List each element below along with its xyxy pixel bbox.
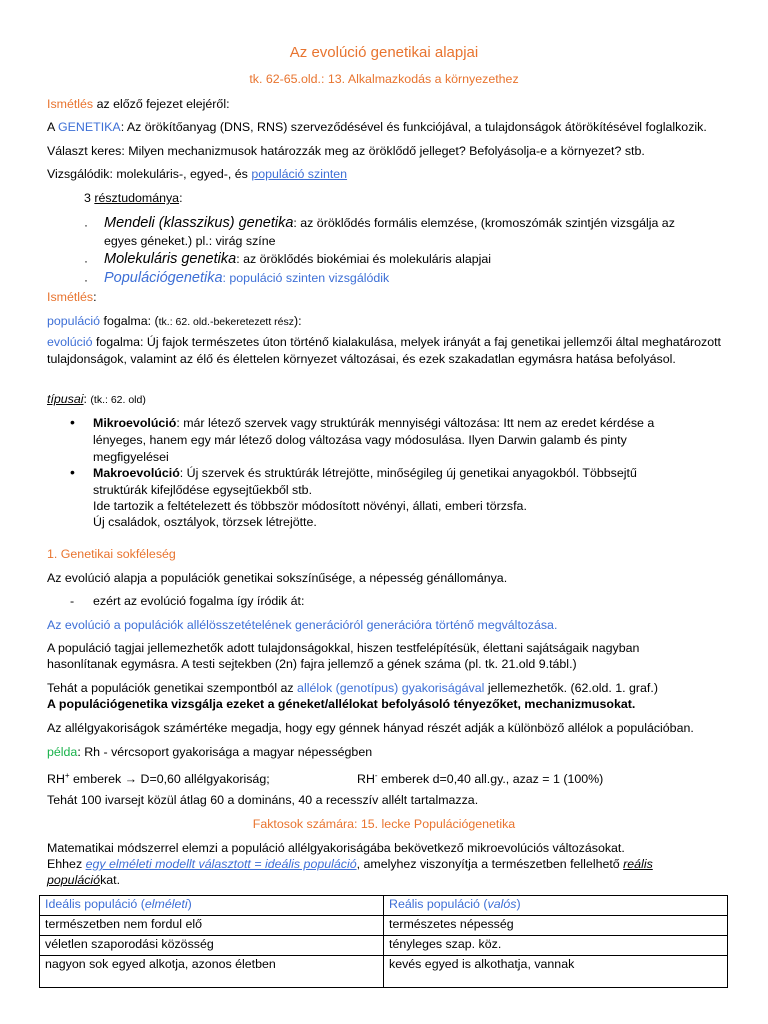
micro-line-3: megfigyelései [93, 450, 169, 464]
question-line: Választ keres: Milyen mechanizmusok határozzák meg az öröklődő jelleget? Befolyásolja-e a környezet? stb. [47, 144, 645, 158]
population-end: ): [294, 314, 302, 328]
subfields-label-text: résztudománya [94, 191, 180, 205]
population-comparison-table [39, 895, 728, 988]
p2-end: kat. [100, 873, 121, 887]
section1-p2b: hasonlítanak egymásra. A testi sejtekben (2n) fajra jellemző a gének száma (pl. tk. 21.old 9.tábl.) [47, 657, 577, 671]
table-header-ideal [40, 896, 384, 916]
section2-heading: Faktosok számára: 15. lecke Populációgenetika [252, 817, 516, 831]
real-population-word: populáció [47, 873, 101, 887]
bullet-dot: · [84, 254, 88, 268]
population-note: tk.: 62. old.-bekeretezett rész [158, 316, 295, 328]
table-row [40, 936, 728, 956]
example-text: : Rh - vércsoport gyakorisága a magyar népességben [77, 745, 373, 759]
page-title: Az evolúció genetikai alapjai [289, 44, 479, 61]
section1-p2a: A populáció tagjai jellemezhetők adott tulajdonságokkal, hiszen testfelépítésük, élettani sajátságaik nagyban [47, 641, 640, 655]
subfield-name: Molekuláris genetika [104, 251, 237, 267]
subfield-mendel [104, 215, 721, 232]
subfield-desc: : az öröklődés biokémiai és molekuláris alapjai [236, 252, 492, 266]
p2-pre: Ehhez [47, 857, 86, 871]
subfields-colon: : [179, 191, 183, 205]
rh-plus-label: RH [47, 772, 65, 787]
recap-line-1 [47, 96, 721, 113]
subfields-count: 3 [84, 191, 95, 205]
table-row [40, 956, 728, 988]
evolution-term: evolúció [47, 335, 93, 349]
recap-text: az előző fejezet elejéről: [93, 97, 230, 111]
table-cell: kevés egyed is alkothatja, vannak [384, 956, 728, 988]
subfield-name: Mendeli (klasszikus) genetika [104, 215, 294, 231]
header-text: Reális populáció ( [389, 897, 488, 911]
macro-term: Makroevolúció [93, 466, 180, 480]
section2-p2-cont [47, 872, 721, 889]
recap-line-2 [47, 289, 721, 306]
subfield-population [104, 270, 721, 287]
section2-p2 [47, 856, 721, 873]
population-text: fogalma: ( [100, 314, 159, 328]
rh-minus-text: emberek d=0,40 all.gy., azaz = 1 (100%) [377, 772, 604, 787]
rh-minus-label: RH [357, 772, 375, 787]
ideal-population-link: egy elméleti modellt választott = ideális populáció [85, 857, 357, 871]
header-text-end: ) [516, 897, 521, 911]
bullet-dot: • [70, 414, 75, 430]
levels-line [47, 166, 721, 183]
table-cell: véletlen szaporodási közösség [40, 936, 384, 956]
table-cell: nagyon sok egyed alkotja, azonos életben [40, 956, 384, 988]
genetika-definition [47, 119, 721, 136]
table-cell: természetben nem fordul elő [40, 916, 384, 936]
subfield-name: Populációgenetika [104, 270, 223, 286]
micro-term: Mikroevolúció [93, 416, 177, 430]
macro-line-1 [93, 465, 721, 482]
types-line [47, 391, 721, 409]
section1-p1: Az evolúció alapja a populációk genetikai sokszínűsége, a népesség génállománya. [47, 571, 508, 585]
micro-line-1 [93, 415, 721, 432]
table-cell: természetes népesség [384, 916, 728, 936]
rh-minus-sup: - [374, 771, 378, 780]
types-note: (tk.: 62. old) [90, 394, 146, 406]
subfield-desc: : az öröklődés formális elemzése, (kromoszómák szintjén vizsgálja az [293, 216, 675, 230]
subfields-label [84, 190, 721, 207]
rh-minus-line [357, 767, 721, 788]
population-level-link: populáció szinten [251, 167, 348, 181]
genetika-text: : Az örökítőanyag (DNS, RNS) szerveződésével és funkciójával, a tulajdonságok átörökítésével foglalkozik. [120, 120, 707, 134]
subfield-mendel-cont: egyes géneket.) pl.: virág színe [104, 234, 276, 248]
micro-line-2: lényeges, hanem egy már létező dolog változása vagy módosulása. Ilyen Darwin galamb és pinty [93, 433, 627, 447]
section1-p3-bold: A populációgenetika vizsgálja ezeket a géneket/allélokat befolyásoló tényezőket, mechanizmusokat. [47, 697, 636, 711]
macro-line-2: struktúrák kifejlődése egysejtűekből stb. [93, 483, 313, 497]
section1-heading: 1. Genetikai sokféleség [47, 547, 176, 561]
section1-p4: Az allélgyakoriságok számértéke megadja, hogy egy génnek hányad részét adják a különböző allélok a populációban. [47, 721, 694, 735]
macro-line-3: Ide tartozik a feltételezett és többször módosított növényi, állati, emberi törzsfa. [93, 499, 527, 513]
levels-text: Vizsgálódik: molekuláris-, egyed-, és [47, 167, 252, 181]
table-header-real [384, 896, 728, 916]
header-italic: valós [487, 897, 517, 911]
table-header-row [40, 896, 728, 916]
p3-highlight: allélok (genotípus) gyakoriságával [297, 681, 485, 695]
bullet-dot: · [84, 218, 88, 232]
table-row [40, 916, 728, 936]
p3-pre: Tehát a populációk genetikai szempontból az [47, 681, 298, 695]
table-cell: tényleges szap. köz. [384, 936, 728, 956]
recap-label: Ismétlés [47, 97, 94, 111]
types-colon: : [83, 392, 91, 406]
rh-plus-text: emberek → D=0,60 allélgyakoriság; [69, 772, 270, 787]
rh-plus-sup: + [64, 771, 70, 780]
section1-dash-item: ezért az evolúció fogalma így íródik át: [93, 594, 305, 608]
p3-post: jellemezhetők. (62.old. 1. graf.) [484, 681, 658, 695]
section1-p5: Tehát 100 ivarsejt közül átlag 60 a domináns, 40 a recesszív allélt tartalmazza. [47, 793, 479, 807]
subfield-molecular [104, 251, 721, 268]
micro-text: : már létező szervek vagy struktúrák mennyiségi változása: Itt nem az eredet kérdése a [176, 416, 655, 430]
p2-mid: , amelyhez viszonyítja a természetben fellelhető [356, 857, 624, 871]
macro-text: : Új szervek és struktúrák létrejötte, minőségileg új genetikai anyagokból. Többsejtű [179, 466, 637, 480]
types-label: típusai [47, 392, 84, 406]
population-definition [47, 313, 721, 331]
header-italic: elméleti [144, 897, 188, 911]
header-text: Ideális populáció ( [45, 897, 145, 911]
real-word: reális [623, 857, 653, 871]
recap-colon: : [93, 290, 97, 304]
section1-p3 [47, 680, 721, 697]
genetika-prefix: A [47, 120, 59, 134]
example-label: példa [47, 745, 78, 759]
bullet-dot: • [70, 464, 75, 480]
recap-label: Ismétlés [47, 290, 94, 304]
evolution-text: fogalma: Új fajok természetes úton történő kialakulása, melyek irányát a faj genetikai jellemzői által meghatározott tulajdonságok, valamint az élő és élettelen környezet változásai, és ezek szakadatlan egymásra hatása befolyásol. [47, 335, 721, 366]
section2-p1: Matematikai módszerrel elemzi a populáció allélgyakoriságába bekövetkező mikroevolúciós változásokat. [47, 841, 625, 855]
evolution-redefinition: Az evolúció a populációk allélösszetételének generációról generációra történő megváltozása. [47, 618, 558, 632]
genetika-term: GENETIKA [58, 120, 121, 134]
macro-line-4: Új családok, osztályok, törzsek létrejötte. [93, 515, 317, 529]
evolution-definition [47, 334, 721, 368]
example-line [47, 744, 721, 761]
bullet-dot: · [84, 273, 88, 287]
dash-marker: - [70, 594, 75, 608]
population-term: populáció [47, 314, 101, 328]
header-text-end: ) [187, 897, 192, 911]
page-subtitle: tk. 62-65.old.: 13. Alkalmazkodás a környezethez [249, 72, 519, 86]
subfield-desc: : populáció szinten vizsgálódik [222, 271, 390, 285]
